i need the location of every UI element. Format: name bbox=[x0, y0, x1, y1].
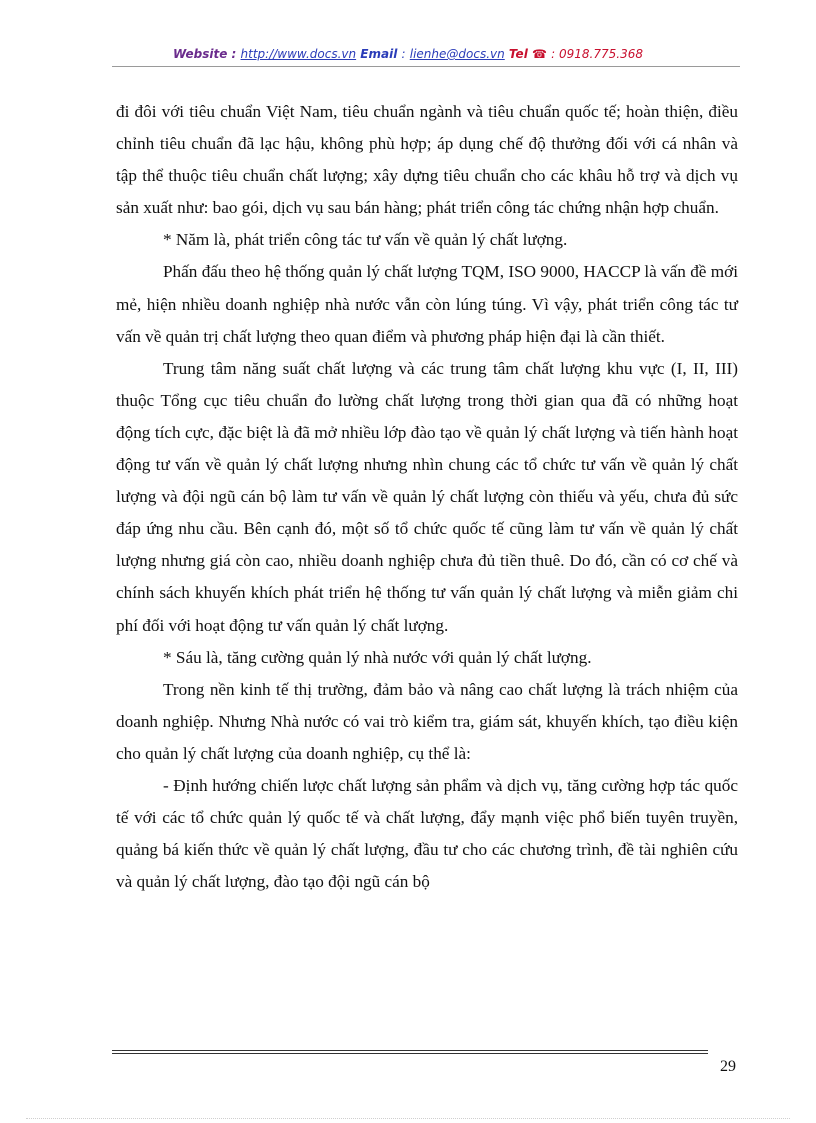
email-link[interactable]: lienhe@docs.vn bbox=[409, 47, 505, 61]
paragraph-7: - Định hướng chiến lược chất lượng sản phẩm và dịch vụ, tăng cường hợp tác quốc tế với các tổ chức quản lý quốc tế và chất lượng, đẩy mạnh việc phổ biến tuyên truyền, quảng bá kiến thức về quản lý chất lượng, đầu tư cho các chương trình, đề tài nghiên cứu và quản lý chất lượng, đào tạo đội ngũ cán bộ bbox=[116, 775, 738, 892]
document-body bbox=[116, 96, 738, 898]
footer-divider-top bbox=[112, 1050, 708, 1051]
tel-value: : 0918.775.368 bbox=[551, 47, 643, 61]
email-separator: : bbox=[401, 47, 406, 61]
header-divider bbox=[112, 66, 740, 67]
paragraph-3: Phấn đấu theo hệ thống quản lý chất lượng TQM, ISO 9000, HACCP là vấn đề mới mẻ, hiện nhiều doanh nghiệp nhà nước vẫn còn lúng túng. Vì vậy, phát triển công tác tư vấn về quản trị chất lượng theo quan điểm và phương pháp hiện đại là cần thiết. bbox=[116, 262, 738, 346]
tel-label: Tel bbox=[508, 47, 528, 61]
paragraph-6: Trong nền kinh tế thị trường, đảm bảo và nâng cao chất lượng là trách nhiệm của doanh nghiệp. Nhưng Nhà nước có vai trò kiểm tra, giám sát, khuyến khích, tạo điều kiện cho quản lý chất lượng của doanh nghiệp, cụ thể là: bbox=[116, 679, 738, 763]
page-number: 29 bbox=[720, 1058, 736, 1075]
paragraph-4: Trung tâm năng suất chất lượng và các trung tâm chất lượng khu vực (I, II, III) thuộc Tổng cục tiêu chuẩn đo lường chất lượng trong thời gian qua đã có những hoạt động tích cực, đặc biệt là đã mở nhiều lớp đào tạo về quản lý chất lượng và tiến hành hoạt động tư vấn về quản lý chất lượng nhưng nhìn chung các tổ chức tư vấn về quản lý chất lượng và đội ngũ cán bộ làm tư vấn về quản lý chất lượng còn thiếu và yếu, chưa đủ sức đáp ứng nhu cầu. Bên cạnh đó, một số tổ chức quốc tế cũng làm tư vấn về quản lý chất lượng nhưng giá còn cao, nhiều doanh nghiệp chưa đủ tiền thuê. Do đó, cần có cơ chế và chính sách khuyến khích phát triển hệ thống tư vấn quản lý chất lượng và miễn giảm chi phí đối với hoạt động tư vấn quản lý chất lượng. bbox=[116, 358, 738, 635]
phone-icon: ☎ bbox=[532, 47, 547, 61]
website-link[interactable]: http://www.docs.vn bbox=[240, 47, 357, 61]
paragraph-2: * Năm là, phát triển công tác tư vấn về quản lý chất lượng. bbox=[163, 230, 568, 250]
page-header bbox=[0, 47, 816, 61]
paragraph-5: * Sáu là, tăng cường quản lý nhà nước với quản lý chất lượng. bbox=[163, 647, 592, 667]
website-label: Website : bbox=[173, 47, 237, 61]
paragraph-1: đi đôi với tiêu chuẩn Việt Nam, tiêu chuẩn ngành và tiêu chuẩn quốc tế; hoàn thiện, điều chỉnh tiêu chuẩn đã lạc hậu, không phù hợp; áp dụng chế độ thưởng đối với cá nhân và tập thể thuộc tiêu chuẩn chất lượng; xây dựng tiêu chuẩn cho các khâu hỗ trợ và dịch vụ sản xuất như: bao gói, dịch vụ sau bán hàng; phát triển công tác chứng nhận hợp chuẩn. bbox=[116, 102, 738, 218]
footer-divider-bottom bbox=[112, 1053, 708, 1054]
page-edge-divider bbox=[26, 1118, 790, 1119]
email-label: Email bbox=[360, 47, 398, 61]
